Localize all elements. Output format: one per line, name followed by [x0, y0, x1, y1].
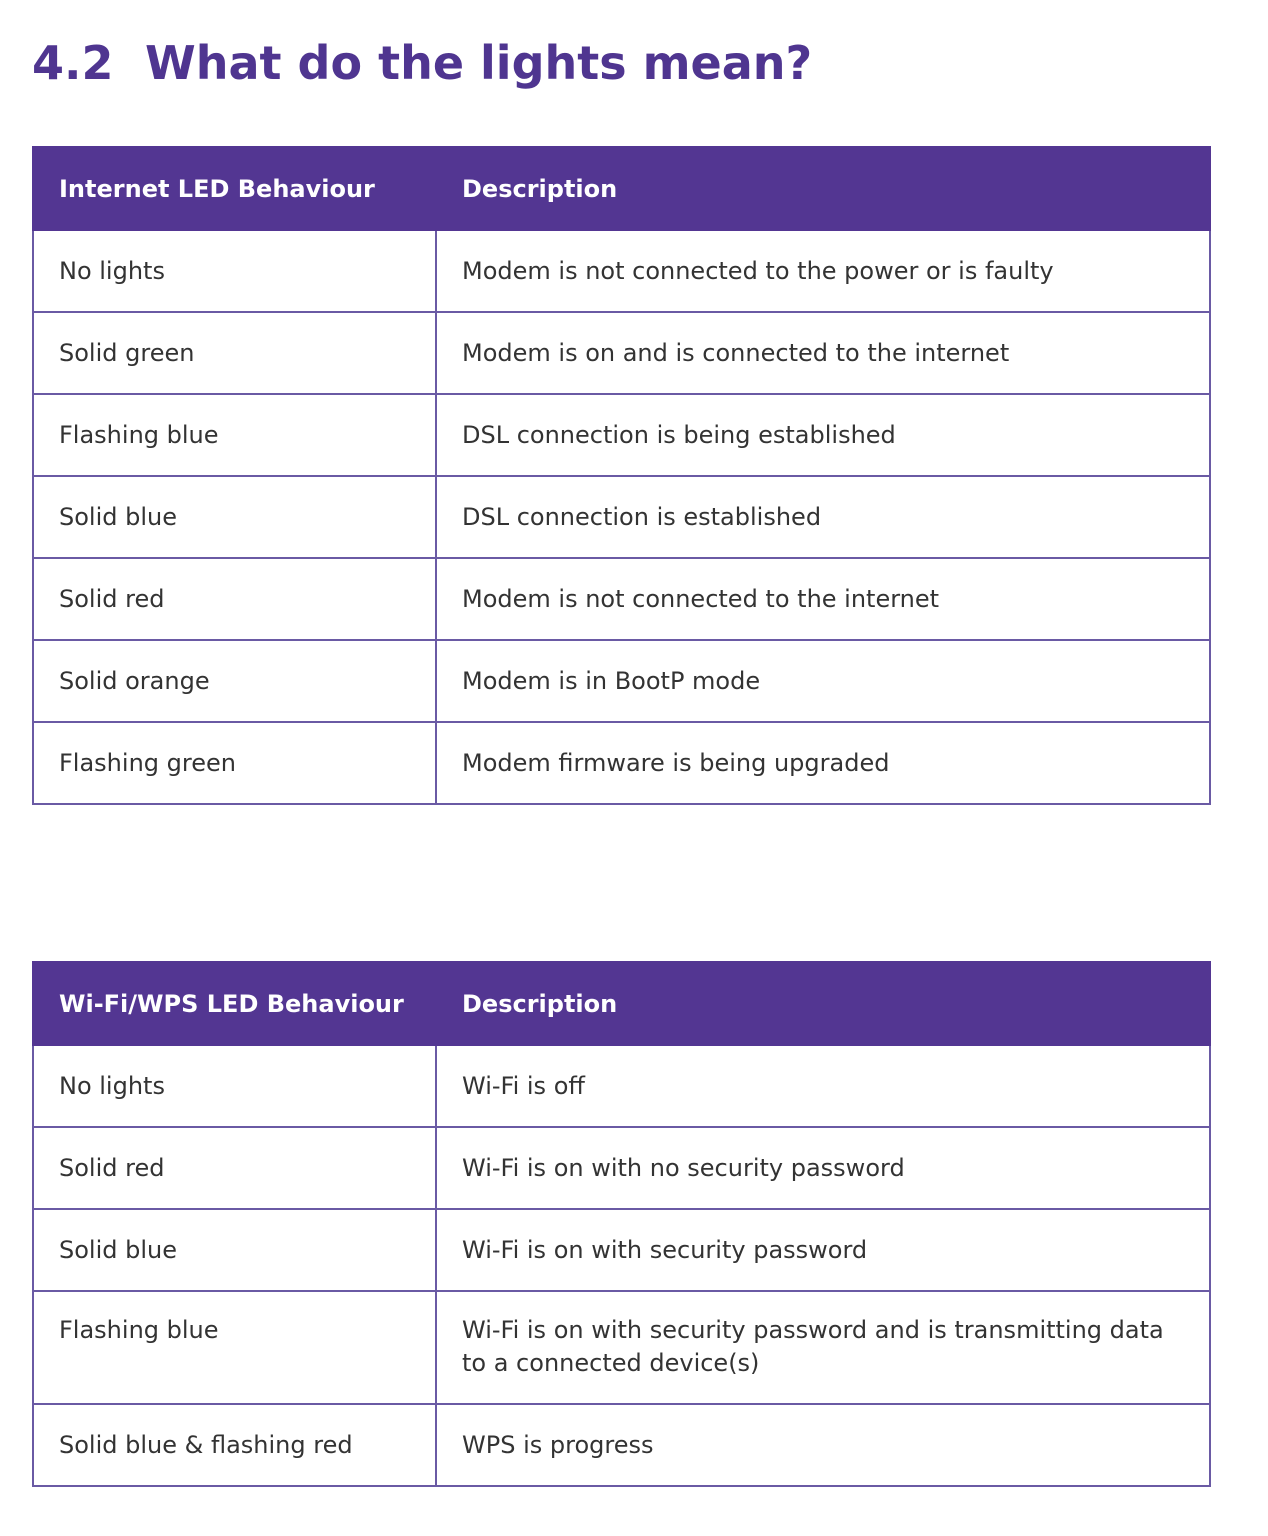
led-behaviour-cell: Solid blue: [33, 1209, 436, 1291]
led-description-cell: Modem is not connected to the internet: [436, 558, 1210, 640]
section-heading: [32, 30, 812, 96]
led-description-cell: DSL connection is being established: [436, 394, 1210, 476]
table-row: [33, 1045, 1210, 1127]
column-header-description: Description: [436, 147, 1210, 230]
internet-led-table: [32, 146, 1211, 805]
led-behaviour-cell: Solid red: [33, 1127, 436, 1209]
led-behaviour-cell: Flashing green: [33, 722, 436, 804]
led-behaviour-cell: Solid green: [33, 312, 436, 394]
column-header-behaviour: Internet LED Behaviour: [33, 147, 436, 230]
table-row: [33, 476, 1210, 558]
table-row: [33, 558, 1210, 640]
led-description-cell: Wi-Fi is on with security password: [436, 1209, 1210, 1291]
table-row: [33, 640, 1210, 722]
table-row: [33, 312, 1210, 394]
table-row: [33, 230, 1210, 312]
section-number: 4.2: [32, 36, 114, 90]
led-description-cell: Modem firmware is being upgraded: [436, 722, 1210, 804]
led-description-cell: Modem is on and is connected to the internet: [436, 312, 1210, 394]
led-behaviour-cell: Solid orange: [33, 640, 436, 722]
table-row: [33, 1291, 1210, 1404]
column-header-behaviour: Wi-Fi/WPS LED Behaviour: [33, 962, 436, 1045]
led-behaviour-cell: Flashing blue: [33, 394, 436, 476]
led-description-cell: Modem is in BootP mode: [436, 640, 1210, 722]
led-behaviour-cell: Solid blue: [33, 476, 436, 558]
led-description-cell: Wi-Fi is on with no security password: [436, 1127, 1210, 1209]
table-row: [33, 394, 1210, 476]
wifi-wps-led-table: [32, 961, 1211, 1487]
table-row: [33, 1404, 1210, 1486]
led-description-cell: Wi-Fi is on with security password and is transmitting data to a connected device(s): [436, 1291, 1210, 1404]
led-description-cell: Wi-Fi is off: [436, 1045, 1210, 1127]
table-row: [33, 1209, 1210, 1291]
led-behaviour-cell: Flashing blue: [33, 1291, 436, 1404]
led-description-cell: WPS is progress: [436, 1404, 1210, 1486]
table-row: [33, 1127, 1210, 1209]
led-description-cell: DSL connection is established: [436, 476, 1210, 558]
section-title: What do the lights mean?: [145, 36, 813, 90]
table-header-row: [33, 147, 1210, 230]
led-behaviour-cell: Solid blue & flashing red: [33, 1404, 436, 1486]
table-header-row: [33, 962, 1210, 1045]
led-behaviour-cell: Solid red: [33, 558, 436, 640]
led-description-cell: Modem is not connected to the power or is faulty: [436, 230, 1210, 312]
led-behaviour-cell: No lights: [33, 1045, 436, 1127]
led-behaviour-cell: No lights: [33, 230, 436, 312]
table-row: [33, 722, 1210, 804]
column-header-description: Description: [436, 962, 1210, 1045]
